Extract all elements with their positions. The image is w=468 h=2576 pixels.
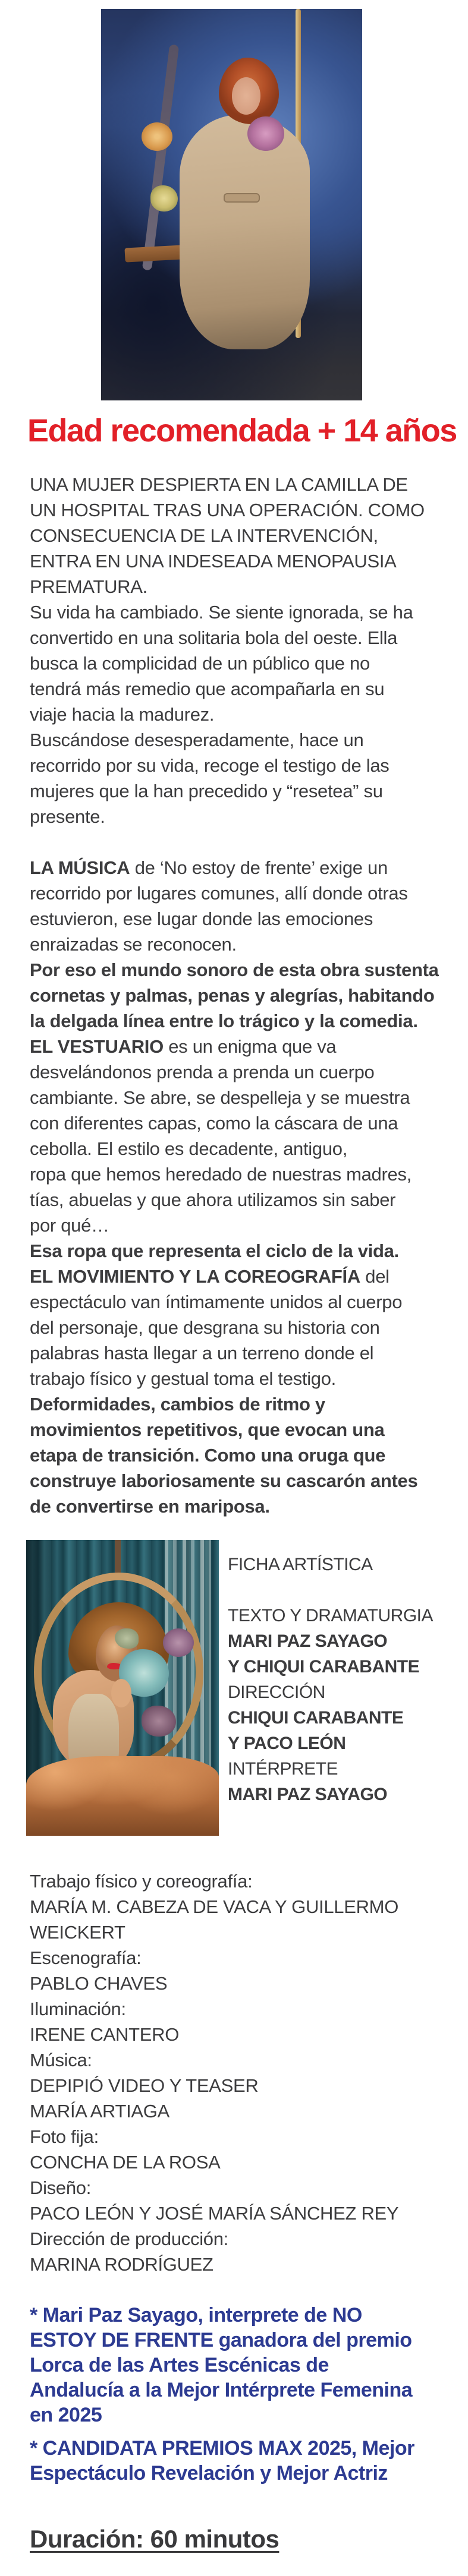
text-line: de convertirse en mariposa. (30, 1496, 270, 1517)
text-line: mujeres que la han precedido y “resetea” su (30, 781, 383, 801)
text-line: Iluminación: (30, 1999, 126, 2019)
text-line: DEPIPIÓ VIDEO Y TEASER (30, 2075, 259, 2096)
text-line: con diferentes capas, como la cáscara de una (30, 1113, 398, 1134)
text-line: MARINA RODRÍGUEZ (30, 2254, 213, 2275)
ficha-roles (228, 1603, 433, 1807)
text-line: convertido en una solitaria bola del oeste. Ella (30, 627, 398, 648)
hydrangea-flower (247, 116, 284, 151)
text-line: CHIQUI CARABANTE (228, 1708, 404, 1728)
text-line: CONCHA DE LA ROSA (30, 2152, 221, 2173)
text-line: Andalucía a la Mejor Intérprete Femenina (30, 2379, 413, 2401)
text-line: * Mari Paz Sayago, interprete de NO (30, 2304, 362, 2326)
text-line: PREMATURA. (30, 576, 147, 597)
text-line: cornetas y palmas, penas y alegrías, habitando (30, 985, 435, 1006)
text-line: * CANDIDATA PREMIOS MAX 2025, Mejor (30, 2437, 414, 2460)
text-line: Y CHIQUI CARABANTE (228, 1657, 420, 1677)
text-line: busca la complicidad de un público que no (30, 653, 370, 674)
text-line: recorrido por su vida, recoge el testigo de las (30, 755, 390, 776)
text-line: MARÍA ARTIAGA (30, 2101, 169, 2122)
text-line: en 2025 (30, 2404, 102, 2426)
spacer (228, 1577, 433, 1603)
text-line: tías, abuelas y que ahora utilizamos sin saber (30, 1189, 396, 1210)
duration-line: Duración: 60 minutos (30, 2525, 279, 2553)
text-line: UNA MUJER DESPIERTA EN LA CAMILLA DE (30, 474, 408, 495)
text-line: MARÍA M. CABEZA DE VACA Y GUILLERMO (30, 1896, 399, 1917)
text-line: estuvieron, ese lugar donde las emociones (30, 908, 373, 929)
synopsis-text (30, 472, 439, 1519)
text-line: ESTOY DE FRENTE ganadora del premio (30, 2329, 412, 2351)
dusty-flower (142, 1706, 176, 1737)
text-line: palabras hasta llegar a un terreno donde el (30, 1343, 374, 1363)
text-line: Su vida ha cambiado. Se siente ignorada, se ha (30, 602, 413, 623)
text-line: INTÉRPRETE (228, 1759, 338, 1779)
text-line: Deformidades, cambios de ritmo y (30, 1394, 325, 1415)
text-line: construye laboriosamente su cascarón antes (30, 1470, 418, 1491)
orange-fur-seat (26, 1756, 219, 1836)
text-line: Espectáculo Revelación y Mejor Actriz (30, 2462, 388, 2485)
text-line: PACO LEÓN Y JOSÉ MARÍA SÁNCHEZ REY (30, 2203, 399, 2224)
text-line: desvelándonos prenda a prenda un cuerpo (30, 1062, 375, 1082)
text-line: recorrido por lugares comunes, allí donde otras (30, 883, 408, 904)
text-line: Diseño: (30, 2177, 92, 2198)
text-line: Trabajo físico y coreografía: (30, 1871, 253, 1892)
text-line: la delgada línea entre lo trágico y la comedia. (30, 1011, 418, 1031)
text-line: IRENE CANTERO (30, 2024, 180, 2045)
text-line: Foto fija: (30, 2126, 99, 2147)
text-line: LA MÚSICA de ‘No estoy de frente’ exige un (30, 857, 388, 878)
text-line: tendrá más remedio que acompañarla en su (30, 678, 385, 699)
text-line: ropa que hemos heredado de nuestras madres, (30, 1164, 412, 1185)
text-line: Esa ropa que representa el ciclo de la vida. (30, 1240, 399, 1261)
text-line: cambiante. Se abre, se despelleja y se muestra (30, 1087, 410, 1108)
text-line: espectáculo van íntimamente unidos al cuerpo (30, 1292, 403, 1312)
age-recommendation-heading: Edad recomendada + 14 años (27, 413, 457, 449)
production-credits-list (30, 1868, 398, 2277)
text-line: Por eso el mundo sonoro de esta obra sustenta (30, 959, 439, 980)
portrait-photo-hoop (26, 1540, 219, 1836)
text-line: ENTRA EN UNA INDESEADA MENOPAUSIA (30, 551, 397, 572)
text-line: Y PACO LEÓN (228, 1734, 346, 1753)
text-line: Lorca de las Artes Escénicas de (30, 2354, 329, 2376)
text-line: del personaje, que desgrana su historia con (30, 1317, 380, 1338)
text-line: PABLO CHAVES (30, 1973, 168, 1994)
trench-coat-figure (180, 115, 310, 349)
text-line: UN HOSPITAL TRAS UNA OPERACIÓN. COMO (30, 500, 425, 520)
text-line: MARI PAZ SAYAGO (228, 1631, 388, 1651)
text-line: TEXTO Y DRAMATURGIA (228, 1606, 434, 1625)
coat-belt (224, 193, 260, 203)
ficha-artistica-title: FICHA ARTÍSTICA (228, 1555, 373, 1574)
text-line: Buscándose desesperadamente, hace un (30, 730, 364, 750)
text-line: presente. (30, 806, 105, 827)
text-line: por qué… (30, 1215, 109, 1236)
synopsis-block (30, 855, 439, 1519)
text-line: cebolla. El estilo es decadente, antiguo, (30, 1138, 348, 1159)
award-note (30, 2303, 414, 2427)
text-line: MARI PAZ SAYAGO (228, 1785, 388, 1804)
rose-flower (142, 122, 172, 151)
text-line: DIRECCIÓN (228, 1682, 325, 1702)
text-line: trabajo físico y gestual toma el testigo. (30, 1368, 336, 1389)
text-line: EL MOVIMIENTO Y LA COREOGRAFÍA del (30, 1266, 390, 1287)
performer-face (232, 77, 260, 115)
award-note (30, 2436, 414, 2486)
text-line: CONSECUENCIA DE LA INTERVENCIÓN, (30, 525, 378, 546)
text-line: Música: (30, 2050, 92, 2070)
text-line: WEICKERT (30, 1922, 125, 1943)
text-line: enraizadas se reconocen. (30, 934, 237, 955)
ficha-artistica-list (228, 1552, 433, 1807)
text-line: Dirección de producción: (30, 2228, 228, 2249)
awards-notes (30, 2303, 414, 2486)
text-line: etapa de transición. Como una oruga que (30, 1445, 386, 1466)
synopsis-block (30, 472, 439, 829)
text-line: movimientos repetitivos, que evocan una (30, 1419, 385, 1440)
text-line: viaje hacia la madurez. (30, 704, 215, 725)
performer-hand (111, 1679, 131, 1707)
text-line: EL VESTUARIO es un enigma que va (30, 1036, 337, 1057)
hero-photo-woman-on-swing (101, 9, 362, 400)
text-line: Escenografía: (30, 1947, 142, 1968)
